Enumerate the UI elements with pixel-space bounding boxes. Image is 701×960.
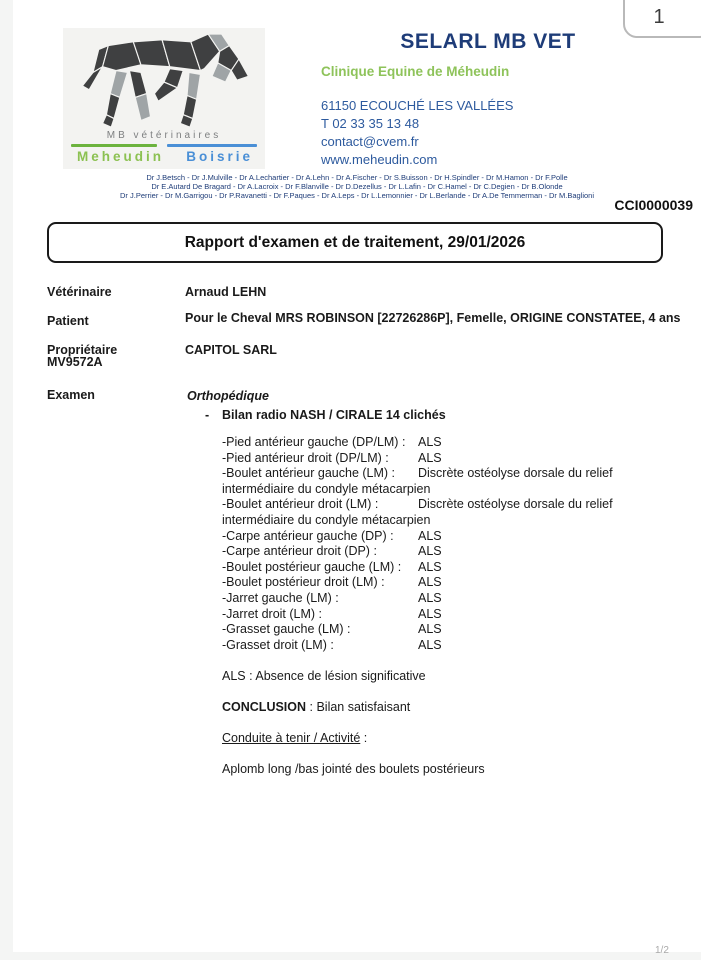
logo-name-meheudin: Meheudin [77,149,164,164]
field-label-examen: Examen [47,388,95,402]
page-number: 1 [653,6,665,28]
exam-item-result: ALS [418,528,442,543]
field-value-patient: Pour le Cheval MRS ROBINSON [22726286P], Femelle, ORIGINE CONSTATEE, 4 ans [185,311,681,325]
page-number-badge[interactable] [623,0,701,38]
bullet-dash: - [205,408,210,422]
activity-note: Aplomb long /bas jointé des boulets postérieurs [222,762,485,777]
clinic-website: www.meheudin.com [321,152,438,167]
als-definition: ALS : Absence de lésion significative [222,668,426,683]
clinic-phone: T 02 33 35 13 48 [321,116,420,131]
conclusion-label: CONCLUSION [222,699,307,714]
footer-page-indicator: 1/2 [655,945,669,956]
exam-item-label: -Carpe antérieur droit (DP) : [222,544,377,559]
document-reference: CCI0000039 [614,197,693,213]
exam-category: Orthopédique [187,389,269,403]
clinic-email: contact@cvem.fr [321,134,419,149]
exam-item-result: ALS [418,559,442,574]
report-title-box [47,222,663,263]
exam-item-result: ALS [418,622,442,637]
exam-item-label: -Carpe antérieur gauche (DP) : [222,528,394,543]
logo-caption: MB vétérinaires [106,130,222,141]
exam-title: Bilan radio NASH / CIRALE 14 clichés [222,408,446,422]
field-value-proprietaire: CAPITOL SARL [185,343,277,357]
exam-row [222,544,665,560]
exam-row [222,638,665,654]
exam-item-result: ALS [418,590,442,605]
exam-row [222,466,665,497]
exam-item-result: ALS [418,544,442,559]
conduite-line [222,731,665,747]
exam-item-label: -Pied antérieur droit (DP/LM) : [222,450,389,465]
exam-item-label: -Jarret droit (LM) : [222,606,323,621]
conclusion-line [222,700,665,716]
logo-underline-green [71,144,157,147]
exam-row [222,451,665,467]
exam-notes [222,669,665,778]
exam-row [222,622,665,638]
clinic-address: 61150 ECOUCHÉ LES VALLÉES [321,98,514,113]
exam-item-result: Discrète ostéolyse dorsale du relief intermédiaire du condyle métacarpien [222,497,613,527]
exam-item-result: ALS [418,606,442,621]
doctors-list [13,173,701,200]
contact-block [321,97,513,169]
conduite-suffix: : [360,731,368,745]
exam-row [222,529,665,545]
exam-items-list [222,435,665,653]
exam-item-label: -Grasset gauche (LM) : [222,622,351,637]
logo-names [63,147,265,164]
exam-row [222,575,665,591]
doctors-line-1: Dr J.Betsch - Dr J.Mulville - Dr A.Lechartier - Dr A.Lehn - Dr A.Fischer - Dr S.Buisson - Dr H.Spindler - Dr M.Hamon - Dr F.Polle [146,173,568,182]
exam-row [222,497,665,528]
report-page [13,0,701,952]
horse-logo-icon [68,34,260,134]
exam-item-label: -Jarret gauche (LM) : [222,590,339,605]
exam-item-result: ALS [418,450,442,465]
clinic-logo [63,28,265,169]
exam-item-label: -Boulet postérieur droit (LM) : [222,575,385,590]
exam-item-label: -Boulet postérieur gauche (LM) : [222,559,402,574]
doctors-line-2: Dr E.Autard De Bragard - Dr A.Lacroix - Dr F.Blanville - Dr D.Dezellus - Dr L.Lafin - Dr C.Hamel - Dr C.Degien - Dr B.Olonde [151,182,563,191]
field-value-veterinaire: Arnaud LEHN [185,285,267,299]
report-title: Rapport d'examen et de traitement, 29/01/2026 [184,233,526,251]
exam-item-result: Discrète ostéolyse dorsale du relief intermédiaire du condyle métacarpien [222,466,613,496]
exam-row [222,607,665,623]
exam-row [222,560,665,576]
exam-section [187,389,677,778]
field-label-proprietaire: Propriétaire [47,343,118,357]
field-label-patient: Patient [47,314,89,328]
exam-row [222,591,665,607]
doctors-line-3: Dr J.Perrier - Dr M.Garrigou - Dr P.Ravanetti - Dr F.Paques - Dr A.Leps - Dr L.Lemonnier - Dr L.Berlande - Dr A.De Temmerman - Dr M.Baglioni [119,191,595,200]
exam-item-label: -Boulet antérieur gauche (LM) : [222,466,396,481]
logo-underline-blue [167,144,257,147]
exam-bullet-row [187,408,677,422]
org-name: SELARL MB VET [400,30,576,53]
conclusion-text: : Bilan satisfaisant [306,699,411,714]
exam-item-result: ALS [418,575,442,590]
exam-row [222,435,665,451]
exam-item-result: ALS [418,435,442,449]
exam-item-label: -Pied antérieur gauche (DP/LM) : [222,435,406,449]
field-sublabel-mv-code: MV9572A [47,355,103,369]
exam-item-label: -Grasset droit (LM) : [222,637,334,652]
logo-name-boisrie: Boisrie [186,149,253,164]
conduite-label: Conduite à tenir / Activité [222,731,361,745]
field-label-veterinaire: Vétérinaire [47,285,112,299]
clinic-name: Clinique Equine de Méheudin [321,64,510,79]
exam-item-label: -Boulet antérieur droit (LM) : [222,497,379,512]
exam-item-result: ALS [418,637,442,652]
